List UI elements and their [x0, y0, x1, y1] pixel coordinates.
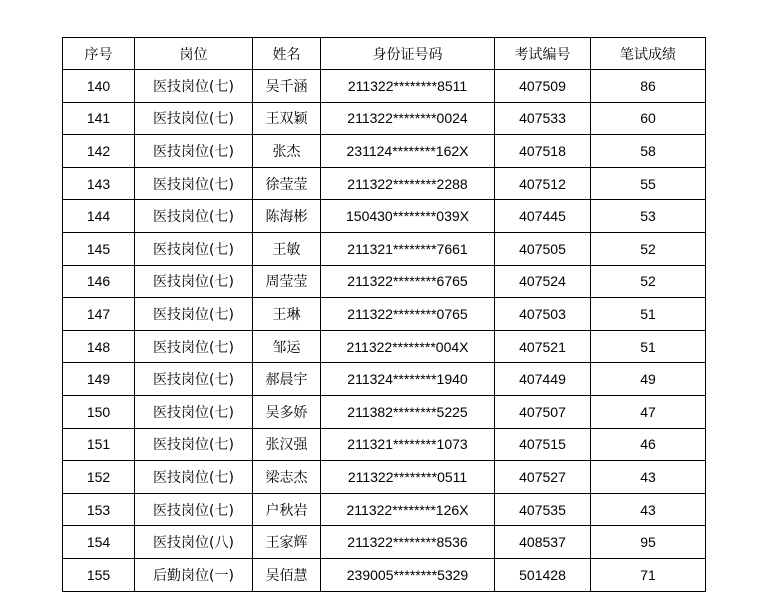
id-number-cell: 211322********6765 [321, 265, 495, 298]
table-row [63, 167, 706, 200]
exam-number-cell: 407509 [495, 70, 591, 103]
name-cell: 王家辉 [253, 526, 321, 559]
header-serial: 序号 [63, 38, 135, 70]
table-row [63, 526, 706, 559]
name-cell: 户秋岩 [253, 493, 321, 526]
position-cell: 医技岗位(七) [135, 265, 253, 298]
score-cell: 43 [591, 493, 706, 526]
exam-number-cell: 407518 [495, 135, 591, 168]
name-cell: 王双颖 [253, 102, 321, 135]
table-row [63, 265, 706, 298]
position-cell: 医技岗位(七) [135, 167, 253, 200]
id-number-cell: 231124********162X [321, 135, 495, 168]
serial-cell: 145 [63, 232, 135, 265]
id-number-cell: 211321********1073 [321, 428, 495, 461]
exam-number-cell: 407521 [495, 330, 591, 363]
serial-cell: 155 [63, 558, 135, 591]
serial-cell: 153 [63, 493, 135, 526]
id-number-cell: 211322********2288 [321, 167, 495, 200]
name-cell: 张杰 [253, 135, 321, 168]
table-row [63, 395, 706, 428]
score-cell: 71 [591, 558, 706, 591]
name-cell: 王琳 [253, 298, 321, 331]
serial-cell: 151 [63, 428, 135, 461]
exam-number-cell: 501428 [495, 558, 591, 591]
name-cell: 吴佰慧 [253, 558, 321, 591]
table-row [63, 102, 706, 135]
serial-cell: 141 [63, 102, 135, 135]
name-cell: 陈海彬 [253, 200, 321, 233]
score-cell: 46 [591, 428, 706, 461]
exam-number-cell: 407445 [495, 200, 591, 233]
id-number-cell: 211324********1940 [321, 363, 495, 396]
header-position: 岗位 [135, 38, 253, 70]
serial-cell: 143 [63, 167, 135, 200]
name-cell: 吴千涵 [253, 70, 321, 103]
position-cell: 医技岗位(七) [135, 200, 253, 233]
exam-number-cell: 408537 [495, 526, 591, 559]
exam-number-cell: 407535 [495, 493, 591, 526]
serial-cell: 152 [63, 461, 135, 494]
header-name: 姓名 [253, 38, 321, 70]
table-row [63, 70, 706, 103]
exam-number-cell: 407533 [495, 102, 591, 135]
table-row [63, 493, 706, 526]
id-number-cell: 211322********0511 [321, 461, 495, 494]
position-cell: 医技岗位(七) [135, 461, 253, 494]
table-row [63, 232, 706, 265]
id-number-cell: 239005********5329 [321, 558, 495, 591]
score-cell: 51 [591, 298, 706, 331]
position-cell: 后勤岗位(一) [135, 558, 253, 591]
name-cell: 张汉强 [253, 428, 321, 461]
header-exam-number: 考试编号 [495, 38, 591, 70]
table-row [63, 298, 706, 331]
table-row [63, 558, 706, 591]
score-cell: 95 [591, 526, 706, 559]
name-cell: 郝晨宇 [253, 363, 321, 396]
table-row [63, 428, 706, 461]
exam-number-cell: 407515 [495, 428, 591, 461]
serial-cell: 140 [63, 70, 135, 103]
score-cell: 55 [591, 167, 706, 200]
exam-number-cell: 407449 [495, 363, 591, 396]
name-cell: 梁志杰 [253, 461, 321, 494]
serial-cell: 149 [63, 363, 135, 396]
score-table [62, 37, 706, 592]
position-cell: 医技岗位(七) [135, 102, 253, 135]
header-row [63, 38, 706, 70]
name-cell: 吴多娇 [253, 395, 321, 428]
serial-cell: 150 [63, 395, 135, 428]
id-number-cell: 211321********7661 [321, 232, 495, 265]
score-cell: 47 [591, 395, 706, 428]
name-cell: 周莹莹 [253, 265, 321, 298]
header-id-number: 身份证号码 [321, 38, 495, 70]
position-cell: 医技岗位(七) [135, 428, 253, 461]
score-cell: 52 [591, 232, 706, 265]
score-cell: 60 [591, 102, 706, 135]
exam-number-cell: 407524 [495, 265, 591, 298]
header-written-score: 笔试成绩 [591, 38, 706, 70]
id-number-cell: 211322********8511 [321, 70, 495, 103]
score-cell: 86 [591, 70, 706, 103]
table-row [63, 461, 706, 494]
score-cell: 58 [591, 135, 706, 168]
position-cell: 医技岗位(七) [135, 298, 253, 331]
name-cell: 王敏 [253, 232, 321, 265]
serial-cell: 144 [63, 200, 135, 233]
position-cell: 医技岗位(七) [135, 493, 253, 526]
exam-number-cell: 407527 [495, 461, 591, 494]
exam-number-cell: 407503 [495, 298, 591, 331]
score-cell: 53 [591, 200, 706, 233]
serial-cell: 147 [63, 298, 135, 331]
position-cell: 医技岗位(七) [135, 395, 253, 428]
position-cell: 医技岗位(七) [135, 135, 253, 168]
id-number-cell: 211322********004X [321, 330, 495, 363]
id-number-cell: 211322********126X [321, 493, 495, 526]
score-cell: 43 [591, 461, 706, 494]
score-cell: 49 [591, 363, 706, 396]
table-row [63, 330, 706, 363]
name-cell: 邹运 [253, 330, 321, 363]
position-cell: 医技岗位(八) [135, 526, 253, 559]
score-cell: 52 [591, 265, 706, 298]
id-number-cell: 211322********0024 [321, 102, 495, 135]
serial-cell: 154 [63, 526, 135, 559]
exam-number-cell: 407505 [495, 232, 591, 265]
position-cell: 医技岗位(七) [135, 232, 253, 265]
position-cell: 医技岗位(七) [135, 363, 253, 396]
score-cell: 51 [591, 330, 706, 363]
position-cell: 医技岗位(七) [135, 330, 253, 363]
serial-cell: 148 [63, 330, 135, 363]
table-row [63, 363, 706, 396]
id-number-cell: 211322********0765 [321, 298, 495, 331]
id-number-cell: 211322********8536 [321, 526, 495, 559]
serial-cell: 146 [63, 265, 135, 298]
name-cell: 徐莹莹 [253, 167, 321, 200]
table-row [63, 200, 706, 233]
serial-cell: 142 [63, 135, 135, 168]
id-number-cell: 211382********5225 [321, 395, 495, 428]
table-row [63, 135, 706, 168]
exam-number-cell: 407507 [495, 395, 591, 428]
id-number-cell: 150430********039X [321, 200, 495, 233]
position-cell: 医技岗位(七) [135, 70, 253, 103]
exam-number-cell: 407512 [495, 167, 591, 200]
